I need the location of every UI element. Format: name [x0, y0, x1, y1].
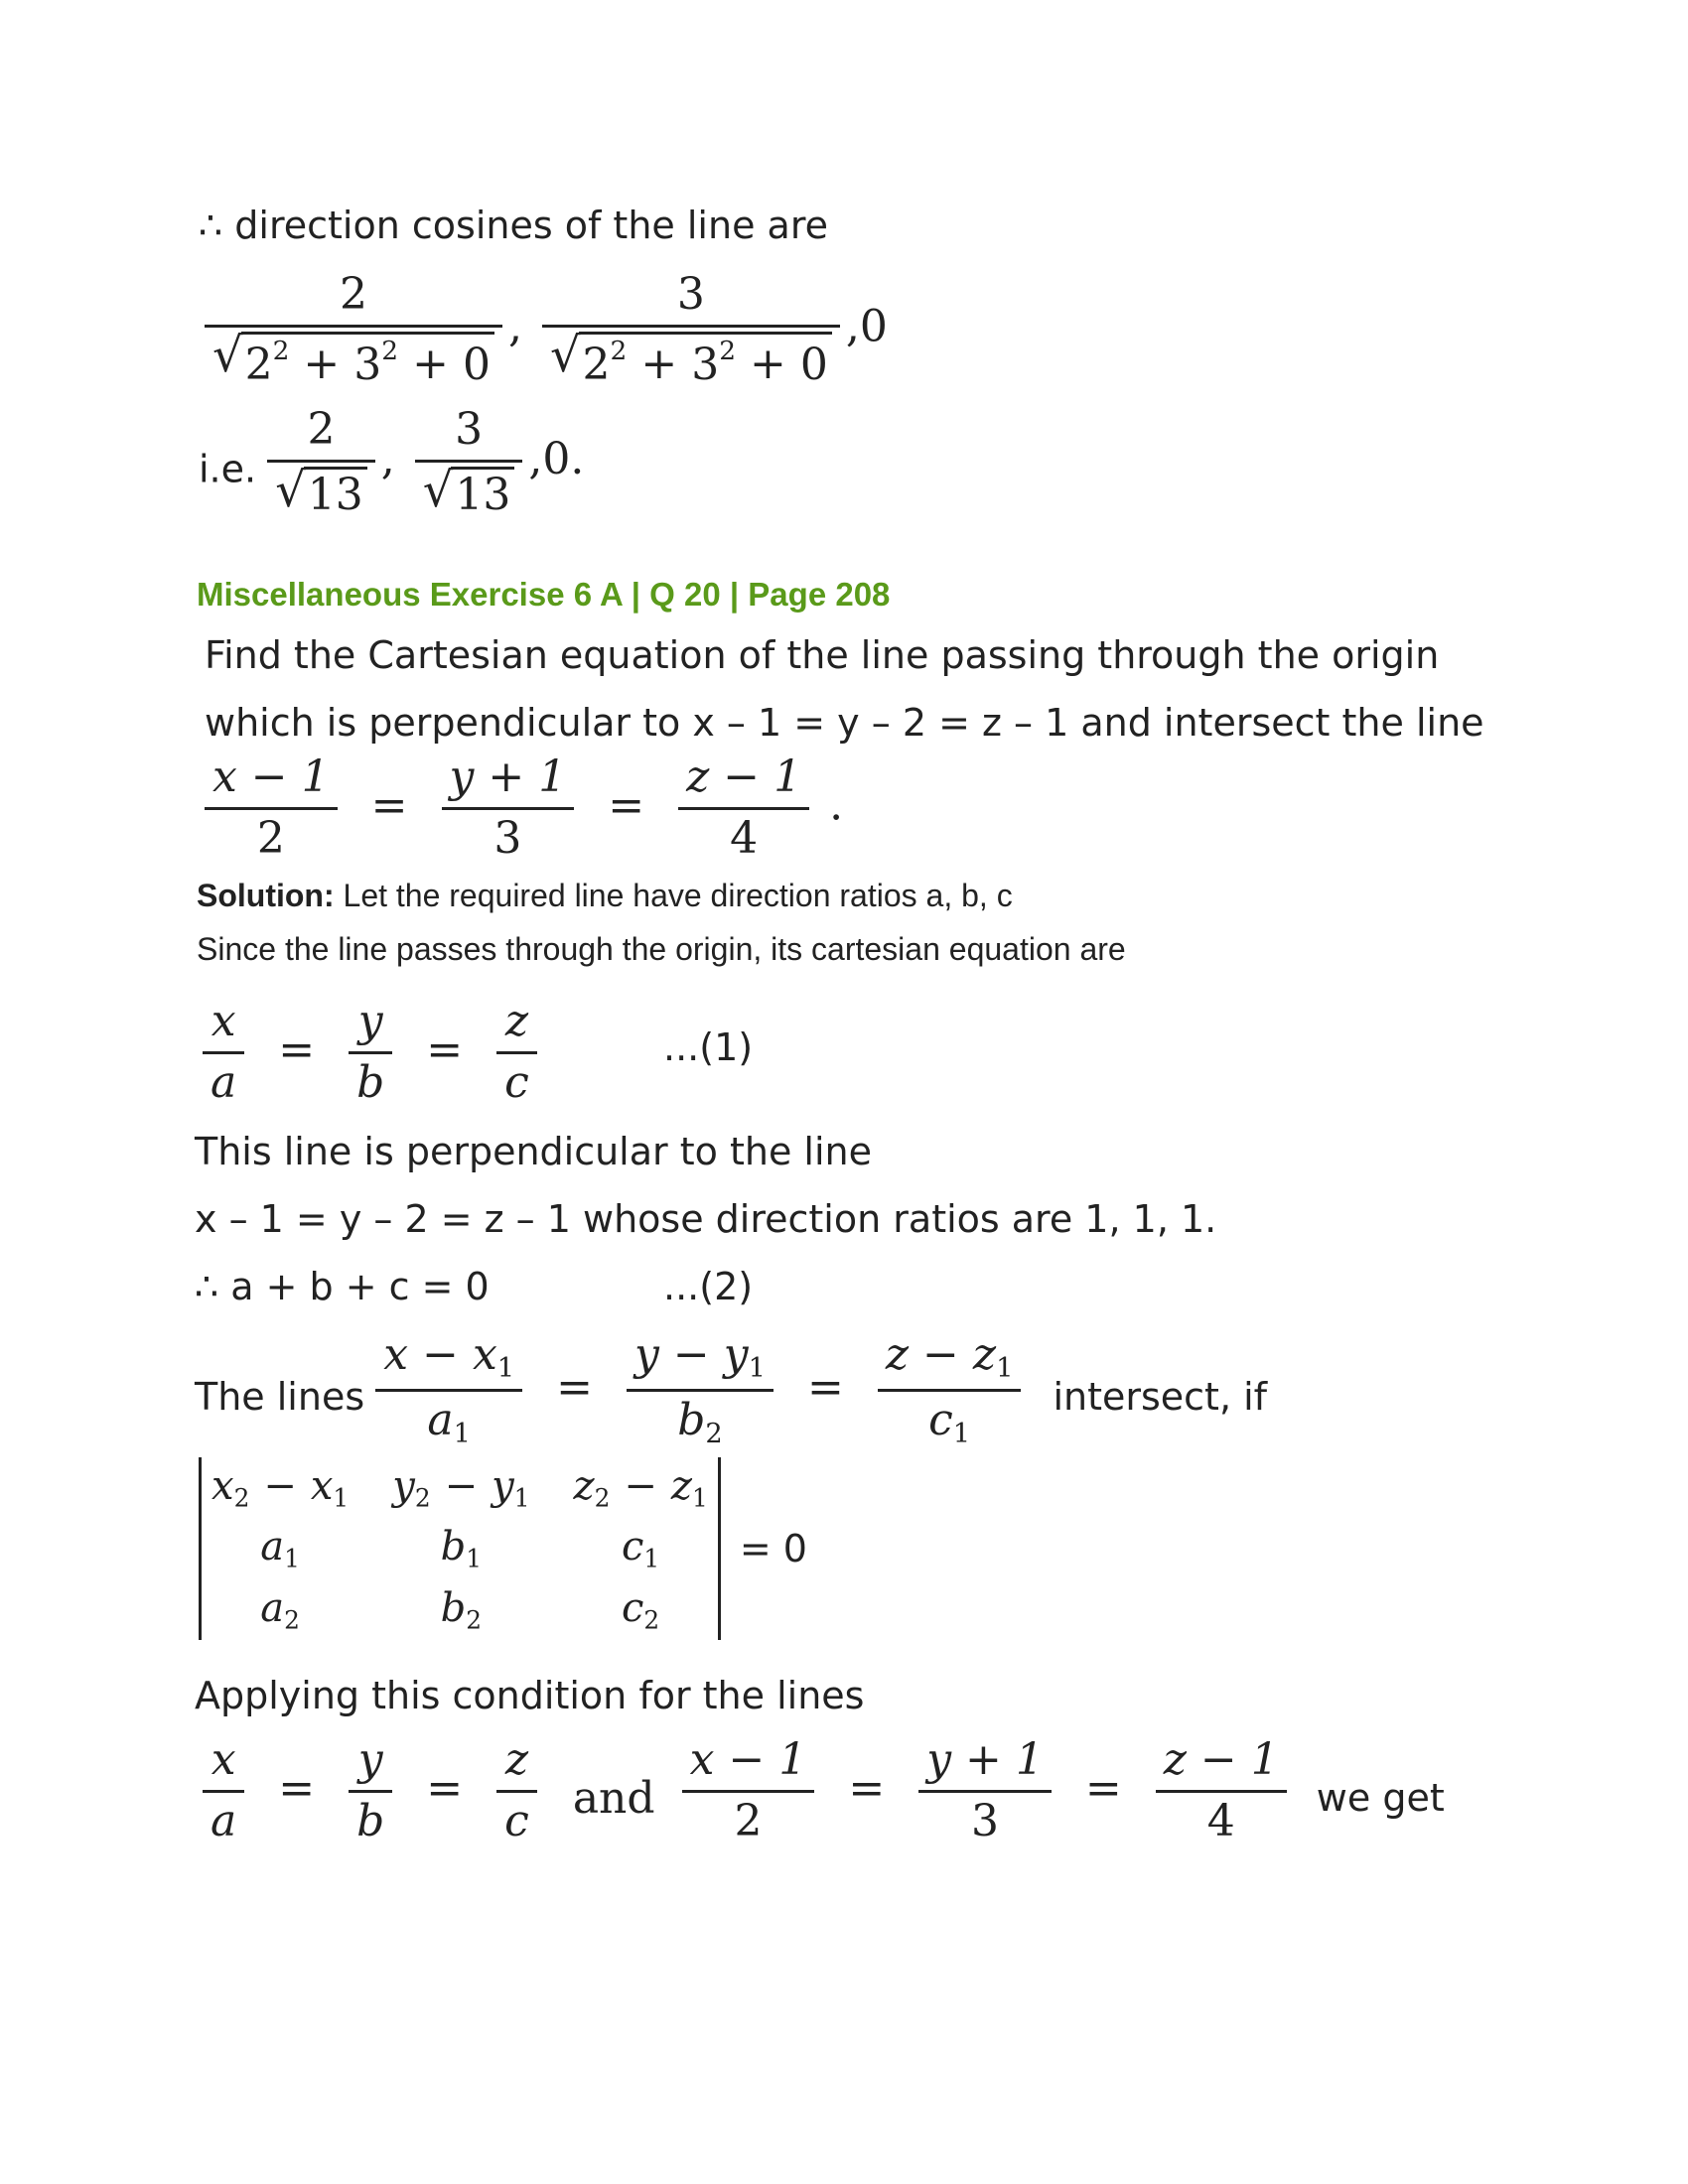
perp-line-1: This line is perpendicular to the line — [195, 1130, 872, 1173]
ref-1: ...(1) — [663, 1025, 754, 1069]
ie-fraction-1: 2 √ 13 — [267, 405, 375, 519]
dc-fraction-2: 3 √ $2^2 + 3^2 + 0$ — [542, 270, 840, 389]
lines-condition: The lines $\frac{x - x_1}{a_1}$ = $\frac{y - y_1}{b_2}$ = $\frac{z - z_1}{c_1}$ intersect, if — [195, 1329, 1268, 1449]
sqrt-expression: √ $2^2 + 3^2 + 0$ — [212, 332, 494, 389]
solution-line-2: Since the line passes through the origin, its cartesian equation are — [197, 931, 1126, 967]
ref-2: ...(2) — [663, 1265, 754, 1308]
equation-1: $\frac{x}{a}$ = $\frac{y}{b}$ = $\frac{z}{c}$ — [197, 997, 543, 1108]
ie-line: i.e. 2 √ 13 , 3 √ 13 ,0. — [199, 404, 585, 520]
det-equals-zero: = 0 — [739, 1527, 807, 1571]
solution-label: Solution: — [197, 878, 335, 913]
determinant: $x_2 - x_1$ $y_2 - y_1$ $z_2 - z_1$ $a_1$ $b_1$ $c_1$ $a_2$ $b_2$ $c_2$ = 0 — [199, 1457, 807, 1640]
therefore-symbol: ∴ — [199, 204, 223, 247]
question-line-1: Find the Cartesian equation of the line passing through the origin — [205, 633, 1440, 677]
dc-fraction-1: 2 √ $2^2 + 3^2 + 0$ — [205, 270, 502, 389]
ie-fraction-2: 3 √ 13 — [415, 405, 523, 519]
applying-equation: $\frac{x}{a}$ = $\frac{y}{b}$ = $\frac{z}{c}$ and $\frac{x - 1}{2}$ = $\frac{y + 1}{3}$ = $\frac{z - 1}{4}$ we get — [197, 1735, 1445, 1846]
exercise-heading: Miscellaneous Exercise 6 A | Q 20 | Page 208 — [197, 576, 891, 613]
perp-line-2: x – 1 = y – 2 = z – 1 whose direction ratios are 1, 1, 1. — [195, 1197, 1217, 1241]
sqrt-expression: √ $2^2 + 3^2 + 0$ — [550, 332, 832, 389]
dc-fractions: 2 √ $2^2 + 3^2 + 0$ , 3 √ $2^2 + 3^2 + 0$ ,0 — [199, 270, 888, 389]
solution-line-1: Solution: Let the required line have direction ratios a, b, c — [197, 878, 1013, 913]
dc-intro — [199, 204, 828, 247]
question-line-2: which is perpendicular to x – 1 = y – 2 = z – 1 and intersect the line — [205, 701, 1484, 745]
applying-text: Applying this condition for the lines — [195, 1674, 865, 1717]
question-equation: $\frac{x - 1}{2}$ = $\frac{y + 1}{3}$ = $\frac{z - 1}{4}$ . — [199, 752, 843, 864]
dc-intro-text: direction cosines of the line are — [234, 204, 828, 247]
sum-equation: ∴ a + b + c = 0 — [195, 1265, 490, 1308]
